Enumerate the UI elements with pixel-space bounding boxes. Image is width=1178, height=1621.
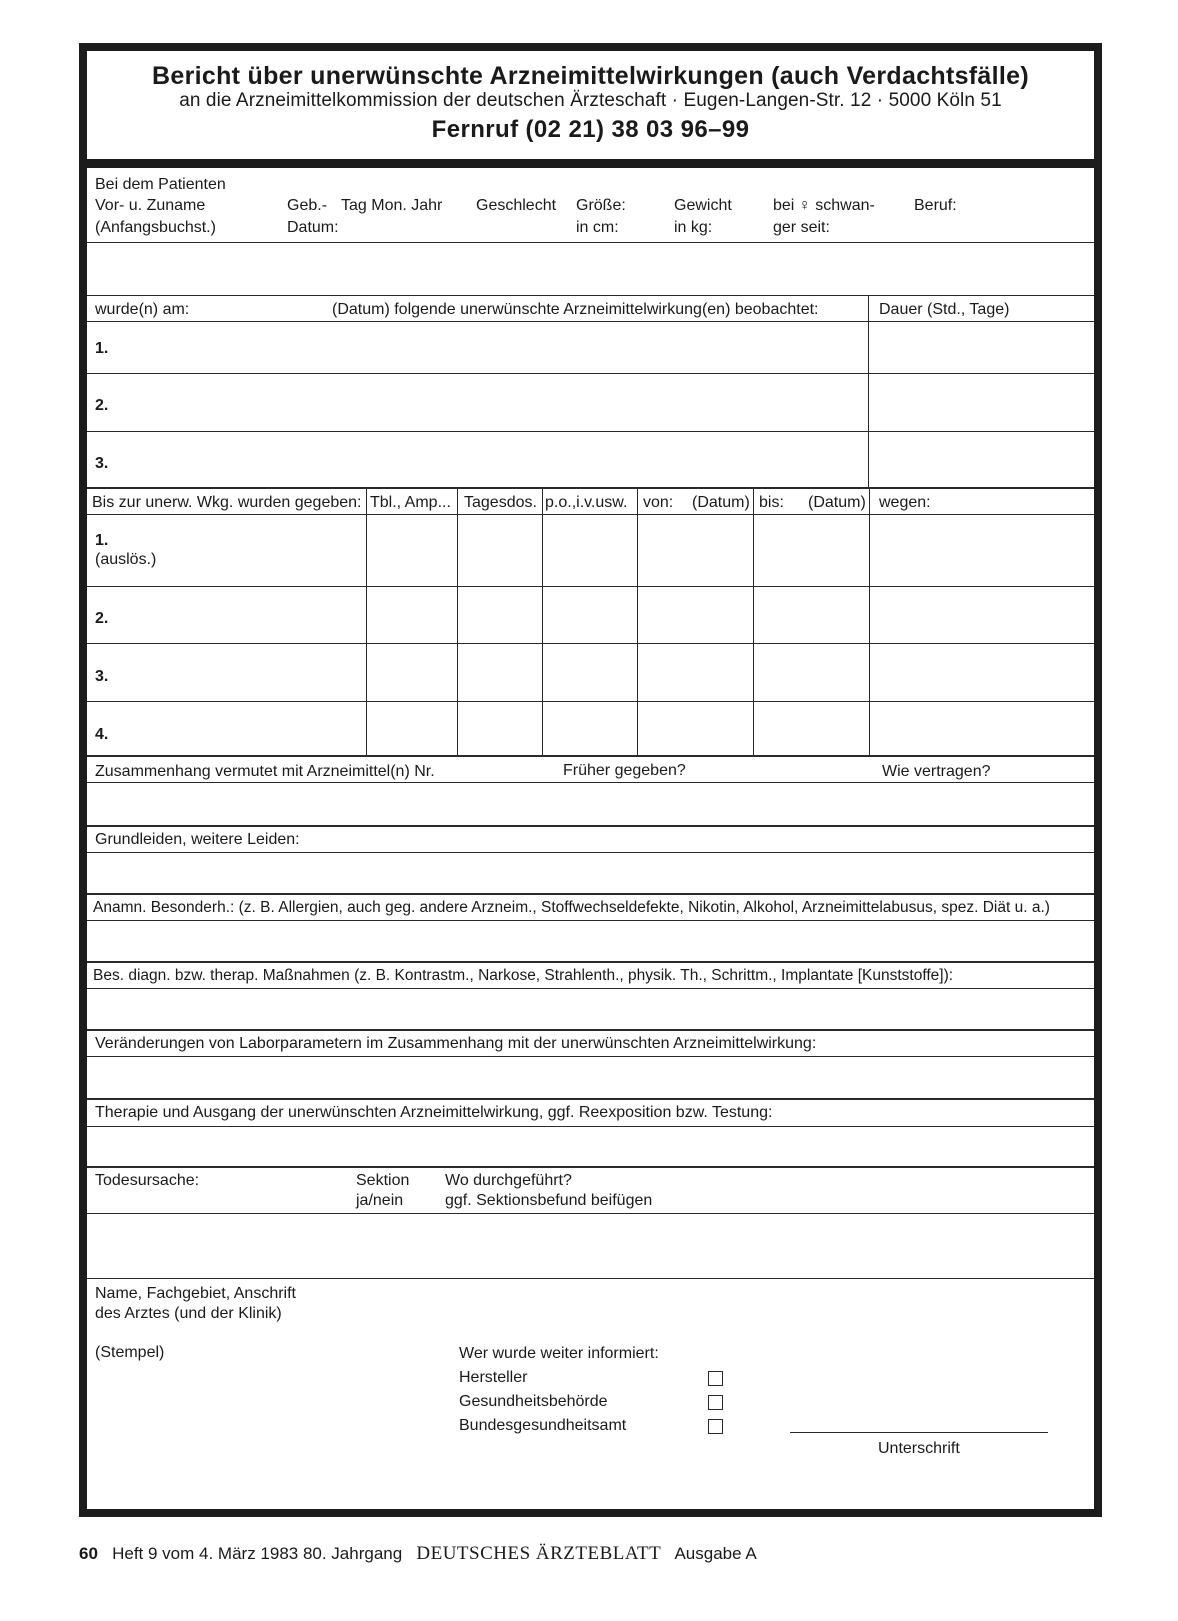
- drug-row-number: 3.: [95, 668, 109, 685]
- height-label: Größe:: [576, 197, 626, 214]
- column-divider: [869, 488, 870, 756]
- divider: [87, 1056, 1094, 1057]
- divider: [87, 1029, 1094, 1031]
- informed-manufacturer-label: Hersteller: [459, 1369, 528, 1386]
- form-body: [87, 51, 1094, 1509]
- drugs-given-label: Bis zur unerw. Wkg. wurden gegeben:: [92, 494, 362, 511]
- page-footer: [79, 1543, 757, 1565]
- occupation-label: Beruf:: [914, 197, 957, 214]
- drug-row-number: 1.: [95, 532, 109, 549]
- patient-intro: Bei dem Patienten: [95, 176, 226, 193]
- given-earlier-label: Früher gegeben?: [563, 762, 686, 779]
- divider: [87, 643, 1094, 644]
- pregnancy-label: bei ♀ schwan-: [773, 197, 875, 214]
- divider: [87, 514, 1094, 515]
- signature-label: Unterschrift: [878, 1440, 960, 1457]
- divider: [87, 373, 1094, 374]
- drug-row-number: 4.: [95, 726, 109, 743]
- federal-office-checkbox[interactable]: [708, 1419, 723, 1434]
- physician-label: Name, Fachgebiet, Anschrift: [95, 1285, 296, 1302]
- form-header: [87, 51, 1094, 161]
- column-divider: [868, 295, 869, 488]
- sex-label: Geschlecht: [476, 197, 557, 214]
- divider: [87, 1098, 1094, 1100]
- observed-effects-label: (Datum) folgende unerwünschte Arzneimittelwirkung(en) beobachtet:: [332, 301, 819, 318]
- signature-line: [790, 1432, 1048, 1433]
- patient-name-hint: (Anfangsbuchst.): [95, 219, 216, 236]
- route-header: p.o.,i.v.usw.: [545, 494, 628, 511]
- reason-header: wegen:: [879, 494, 931, 511]
- health-authority-checkbox[interactable]: [708, 1395, 723, 1410]
- suspected-relation-label: Zusammenhang vermutet mit Arzneimittel(n) Nr.: [95, 763, 435, 780]
- divider: [87, 1213, 1094, 1214]
- drug-row-number: 2.: [95, 610, 109, 627]
- divider: [87, 431, 1094, 432]
- divider: [87, 321, 1094, 322]
- patient-name-label: Vor- u. Zuname: [95, 197, 206, 214]
- divider: [87, 1278, 1094, 1279]
- informed-federal-office-label: Bundesgesundheitsamt: [459, 1417, 627, 1434]
- column-divider: [366, 488, 367, 756]
- divider: [87, 295, 1094, 296]
- measures-label: Bes. diagn. bzw. therap. Maßnahmen (z. B. Kontrastm., Narkose, Strahlenth., physik. Th., Schrittm., Implantate [Kunststoffe]):: [93, 967, 954, 984]
- divider: [87, 988, 1094, 989]
- divider: [87, 701, 1094, 702]
- physician-label-2: des Arztes (und der Klinik): [95, 1305, 282, 1322]
- edition-label: Ausgabe A: [674, 1544, 757, 1563]
- dosage-form-header: Tbl., Amp...: [370, 494, 451, 511]
- issue-info: Heft 9 vom 4. März 1983 80. Jahrgang: [112, 1544, 403, 1563]
- column-divider: [753, 488, 754, 756]
- divider: [87, 755, 1094, 757]
- form-title: Bericht über unerwünschte Arzneimittelwirkungen (auch Verdachtsfälle): [152, 62, 1029, 90]
- column-divider: [542, 488, 543, 756]
- manufacturer-checkbox[interactable]: [708, 1371, 723, 1386]
- anamnesis-label: Anamn. Besonderh.: (z. B. Allergien, auch geg. andere Arzneim., Stoffwechseldefekte, Nikotin, Alkohol, Arzneimittelabusus, spez. Diät u. a.): [93, 899, 1050, 916]
- divider: [87, 893, 1094, 895]
- triggering-drug-note: (auslös.): [95, 551, 157, 568]
- divider: [87, 920, 1094, 921]
- divider: [87, 825, 1094, 827]
- phone-number: Fernruf (02 21) 38 03 96–99: [431, 116, 750, 143]
- weight-unit: in kg:: [674, 219, 713, 236]
- divider: [87, 487, 1094, 489]
- divider: [87, 242, 1094, 243]
- from-date-header: (Datum): [692, 494, 750, 511]
- until-date-header: (Datum): [808, 494, 866, 511]
- informed-health-authority-label: Gesundheitsbehörde: [459, 1393, 608, 1410]
- pregnancy-label-2: ger seit:: [773, 219, 830, 236]
- daily-dose-header: Tagesdos.: [464, 494, 537, 511]
- column-divider: [457, 488, 458, 756]
- therapy-outcome-label: Therapie und Ausgang der unerwünschten Arzneimittelwirkung, ggf. Reexposition bzw. Testung:: [95, 1104, 773, 1121]
- weight-label: Gewicht: [674, 197, 732, 214]
- informed-title: Wer wurde weiter informiert:: [459, 1345, 659, 1362]
- from-header: von:: [643, 494, 674, 511]
- autopsy-options: ja/nein: [356, 1192, 404, 1209]
- autopsy-location-label: Wo durchgeführt?: [445, 1172, 572, 1189]
- page-number: 60: [79, 1544, 98, 1563]
- divider: [87, 586, 1094, 587]
- divider: [87, 782, 1094, 783]
- height-unit: in cm:: [576, 219, 619, 236]
- observed-on-label: wurde(n) am:: [95, 301, 190, 318]
- effect-row-number: 1.: [95, 340, 109, 357]
- divider: [87, 1126, 1094, 1127]
- divider: [87, 1166, 1094, 1168]
- until-header: bis:: [759, 494, 784, 511]
- lab-changes-label: Veränderungen von Laborparametern im Zusammenhang mit der unerwünschten Arzneimittelwirkung:: [95, 1035, 817, 1052]
- magazine-name: DEUTSCHES ÄRZTEBLATT: [416, 1543, 662, 1564]
- autopsy-label: Sektion: [356, 1172, 410, 1189]
- duration-label: Dauer (Std., Tage): [879, 301, 1010, 318]
- divider: [87, 961, 1094, 963]
- effect-row-number: 3.: [95, 455, 109, 472]
- header-divider: [87, 159, 1094, 168]
- tolerated-label: Wie vertragen?: [882, 763, 991, 780]
- autopsy-report-hint: ggf. Sektionsbefund beifügen: [445, 1192, 653, 1209]
- recipient-address: an die Arzneimittelkommission der deutschen Ärzteschaft · Eugen-Langen-Str. 12 · 5000 Köln 51: [179, 90, 1002, 111]
- birthdate-label: Geb.-: [287, 197, 328, 214]
- form-frame: [79, 43, 1102, 1517]
- cause-of-death-label: Todesursache:: [95, 1172, 200, 1189]
- divider: [87, 852, 1094, 853]
- birthdate-label-2: Datum:: [287, 219, 339, 236]
- underlying-disease-label: Grundleiden, weitere Leiden:: [95, 831, 300, 848]
- stamp-label: (Stempel): [95, 1344, 165, 1361]
- birthdate-parts: Tag Mon. Jahr: [341, 197, 443, 214]
- column-divider: [637, 488, 638, 756]
- effect-row-number: 2.: [95, 397, 109, 414]
